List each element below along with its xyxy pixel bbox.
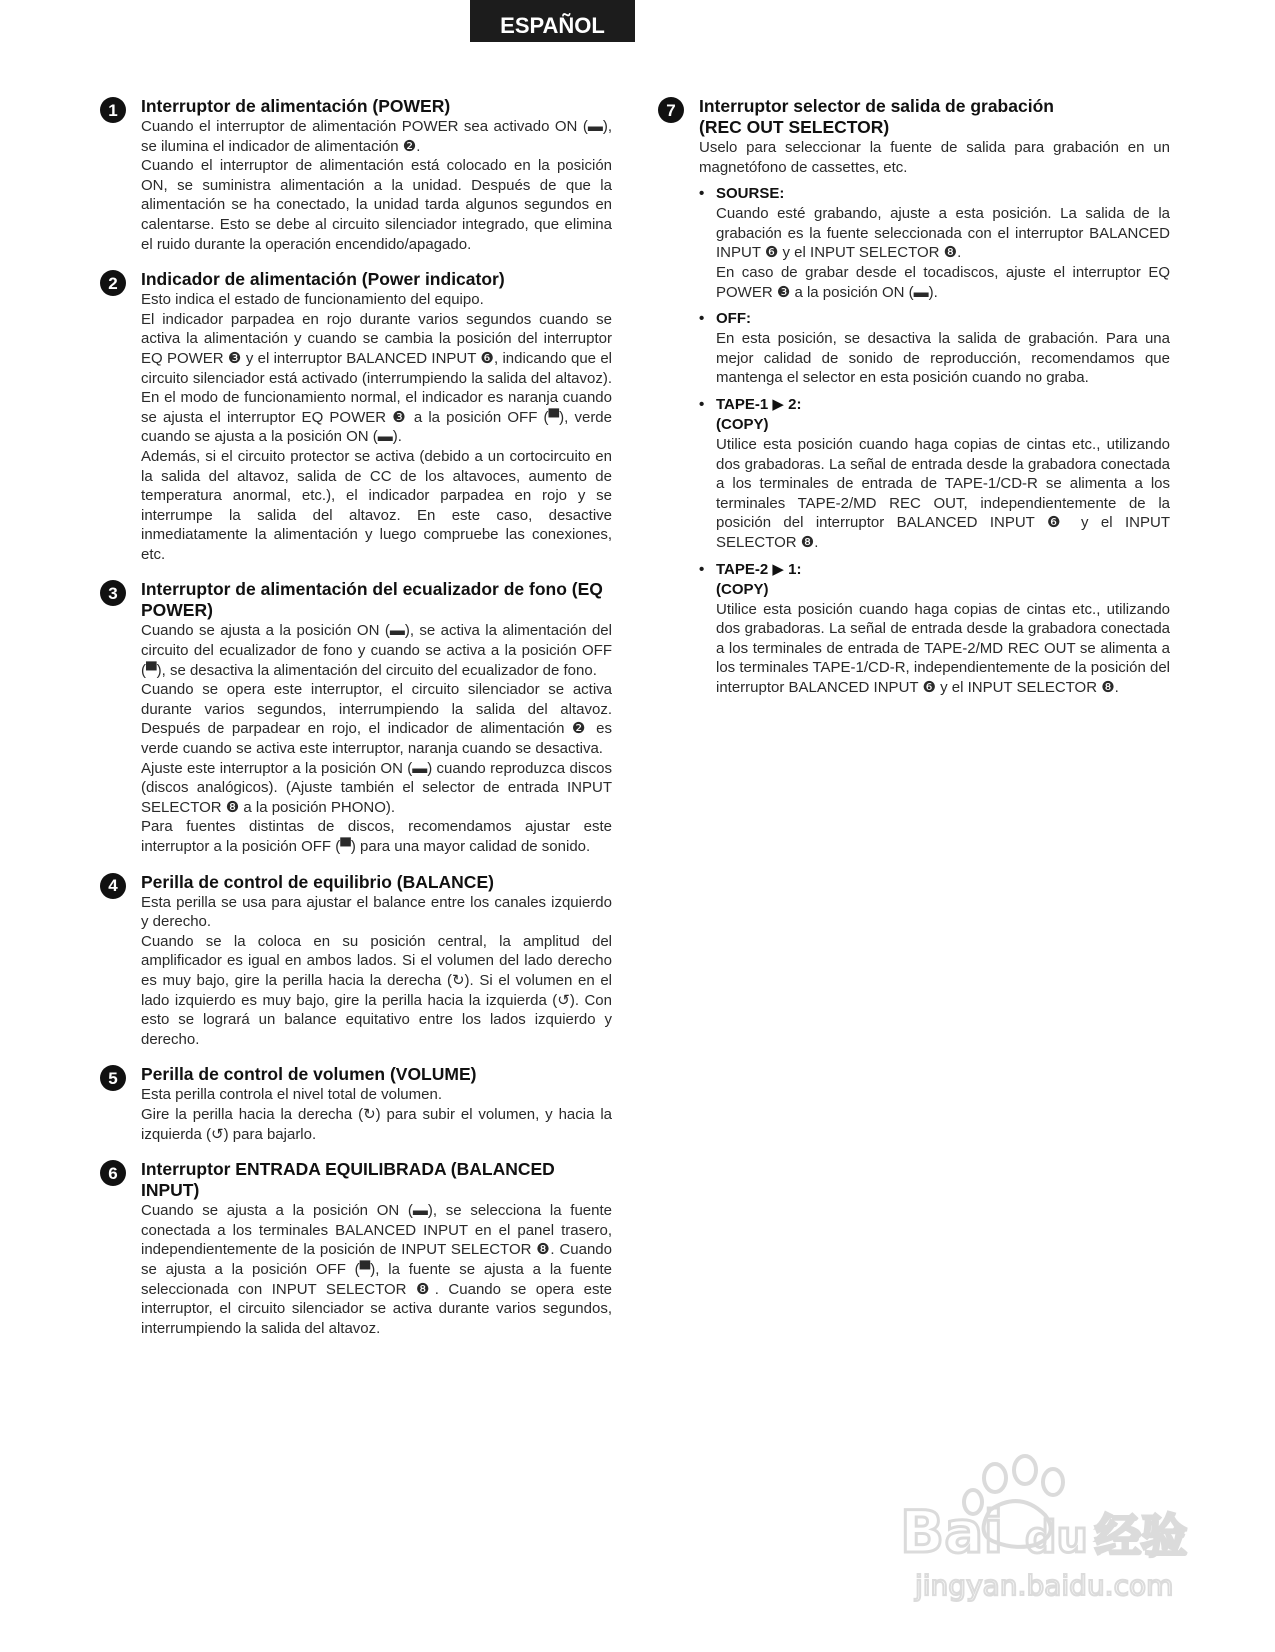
bullet-icon: •: [699, 395, 705, 413]
section-paragraph: Esto indica el estado de funcionamiento del equipo.: [141, 291, 484, 309]
section-title: Perilla de control de equilibrio (BALANCE): [141, 871, 494, 892]
section-rec-out-selector: [658, 96, 1170, 697]
baidu-watermark: [895, 1450, 1225, 1610]
bullet-icon: •: [699, 310, 705, 328]
svg-text:jingyan.baidu.com: jingyan.baidu.com: [915, 1569, 1174, 1602]
section-eq-power: [100, 579, 612, 856]
section-paragraph: Esta perilla controla el nivel total de volumen.: [141, 1086, 442, 1104]
sub-item-off: [699, 309, 1170, 388]
language-tab: [470, 0, 635, 42]
section-title: Perilla de control de volumen (VOLUME): [141, 1064, 477, 1085]
section-title: Indicador de alimentación (Power indicator): [141, 269, 505, 290]
section-paragraph: Gire la perilla hacia la derecha (↻) para subir el volumen, y hacia la izquierda (↺) para bajarlo.: [141, 1105, 612, 1143]
sub-item-label: OFF:: [716, 310, 751, 328]
section-paragraph: Para fuentes distintas de discos, recomendamos ajustar este interruptor a la posición OFF (▀) para una mayor calidad de sonido.: [141, 818, 612, 855]
section-power: [100, 96, 612, 254]
sub-item-label-copy: (COPY): [716, 580, 769, 598]
bullet-icon: •: [699, 185, 705, 203]
section-number: 7: [658, 97, 684, 123]
section-paragraph: El indicador parpadea en rojo durante varios segundos cuando se activa la alimentación y cuando se cambia la posición del interruptor EQ POWER ❸ y el interruptor BALANCED INPUT ❻, indicando que el circuito silenciador está activado (interrumpiendo la salida del altavoz). En el modo de funcionamiento normal, el indicador es naranja cuando se ajusta el interruptor EQ POWER ❸ a la posición OFF (▀), verde cuando se ajusta a la posición ON (▬).: [141, 310, 612, 446]
baidu-paw-logo-icon: [895, 1450, 1225, 1610]
sub-item-paragraph: Utilice esta posición cuando haga copias de cintas etc., utilizando dos grabadoras. La señal de entrada desde la grabadora conectada a los terminales de entrada de TAPE-2/MD REC OUT se alimenta a los terminales TAPE-1/CD-R, independientemente de la posición del interruptor BALANCED INPUT ❻ y el INPUT SELECTOR ❽.: [716, 600, 1170, 696]
section-paragraph: Cuando el interruptor de alimentación está colocado en la posición ON, se suministra alimentación a la unidad. Después de que la alimentación se ha conectado, la unidad tarda algunos segundos en calentarse. Esto se debe al circuito silenciador integrado, que elimina el ruido durante la operación encendido/apagado.: [141, 157, 612, 253]
svg-text:经验: 经验: [1095, 1509, 1187, 1563]
section-number: 2: [100, 270, 126, 296]
sub-item-label: TAPE-1 ▶ 2:: [716, 395, 802, 413]
section-paragraph: Cuando se la coloca en su posición central, la amplitud del amplificador es igual en ambos lados. Si el volumen del lado derecho es muy bajo, gire la perilla hacia la derecha (↻). Si el volumen en el lado izquierdo es muy bajo, gire la perilla hacia la izquierda (↺). Con esto se logrará un balance equitativo entre los lados izquierdo y derecho.: [141, 932, 612, 1048]
section-paragraph: Cuando el interruptor de alimentación POWER sea activado ON (▬), se ilumina el indicador de alimentación ❷.: [141, 118, 612, 155]
section-title-line2: (REC OUT SELECTOR): [699, 117, 890, 137]
section-title: Interruptor ENTRADA EQUILIBRADA (BALANCED INPUT): [141, 1159, 555, 1201]
section-intro: Uselo para seleccionar la fuente de salida para grabación en un magnetófono de cassettes, etc.: [699, 139, 1170, 176]
section-paragraph: Cuando se ajusta a la posición ON (▬), se activa la alimentación del circuito del ecualizador de fono y cuando se activa a la posición OFF (▀), se desactiva la alimentación del circuito del ecualizador de fono.: [141, 622, 612, 679]
sub-item-tape2-to-1: [699, 560, 1170, 698]
sub-item-label: TAPE-2 ▶ 1:: [716, 560, 802, 578]
sub-item-sourse: [699, 184, 1170, 302]
section-paragraph: Cuando se opera este interruptor, el circuito silenciador se activa durante varios segundos, interrumpiendo la salida del altavoz. Después de parpadear en rojo, el indicador de alimentación ❷ es verde cuando se activa este interruptor, naranja cuando se desactiva.: [141, 681, 612, 758]
section-paragraph: Ajuste este interruptor a la posición ON (▬) cuando reproduzca discos (discos analógicos). (Ajuste también el selector de entrada INPUT SELECTOR ❽ a la posición PHONO).: [141, 759, 612, 816]
bullet-icon: •: [699, 560, 705, 578]
svg-text:Bai: Bai: [900, 1498, 1004, 1566]
section-title: Interruptor de alimentación (POWER): [141, 96, 451, 116]
sub-item-paragraph: En esta posición, se desactiva la salida de grabación. Para una mejor calidad de sonido de reproducción, recomendamos que mantenga el selector en esta posición cuando no graba.: [716, 330, 1170, 387]
section-balanced-input: [100, 1159, 612, 1338]
section-title: Interruptor selector de salida de grabación: [699, 96, 1054, 116]
section-power-indicator: [100, 269, 612, 564]
section-balance: [100, 872, 612, 1050]
section-paragraph: Esta perilla se usa para ajustar el balance entre los canales izquierdo y derecho.: [141, 893, 612, 931]
section-number: 5: [100, 1065, 126, 1091]
section-title: Interruptor de alimentación del ecualizador de fono (EQ POWER): [141, 579, 603, 621]
sub-item-paragraph: Cuando esté grabando, ajuste a esta posición. La salida de la grabación es la fuente seleccionada con el interruptor BALANCED INPUT ❻ y el INPUT SELECTOR ❽.: [716, 205, 1170, 262]
section-number: 4: [100, 873, 126, 899]
left-column: [100, 96, 612, 1353]
sub-item-tape1-to-2: [699, 395, 1170, 553]
sub-item-label-copy: (COPY): [716, 415, 769, 433]
section-number: 6: [100, 1160, 126, 1186]
language-tab-label: ESPAÑOL: [500, 13, 605, 38]
section-paragraph: Cuando se ajusta a la posición ON (▬), se selecciona la fuente conectada a los terminales BALANCED INPUT en el panel trasero, independientemente de la posición de INPUT SELECTOR ❽. Cuando se ajusta a la posición OFF (▀), la fuente se ajusta a la fuente seleccionada con INPUT SELECTOR ❽. Cuando se opera este interruptor, el circuito silenciador se activa durante varios segundos, interrumpiendo la salida del altavoz.: [141, 1202, 612, 1337]
section-volume: [100, 1064, 612, 1144]
section-number: 3: [100, 580, 126, 606]
svg-text:du: du: [1025, 1512, 1088, 1563]
section-paragraph: Además, si el circuito protector se activa (debido a un cortocircuito en la salida del altavoz, salida de CC de los altavoces, aumento de temperatura anormal, etc.), el indicador parpadea en rojo y se interrumpe la salida del altavoz. En este caso, desactive inmediatamente la alimentación y luego compruebe las conexiones, etc.: [141, 447, 612, 563]
sub-item-label: SOURSE:: [716, 185, 785, 203]
sub-item-paragraph: Utilice esta posición cuando haga copias de cintas etc., utilizando dos grabadoras. La señal de entrada desde la grabadora conectada a los terminales de entrada de TAPE-1/CD-R se alimenta a los terminales TAPE-2/MD REC OUT, independientemente de la posición del interruptor BALANCED INPUT ❻ y el INPUT SELECTOR ❽.: [716, 435, 1170, 551]
right-column: [658, 96, 1170, 712]
section-number: 1: [100, 97, 126, 123]
sub-item-paragraph: En caso de grabar desde el tocadiscos, ajuste el interruptor EQ POWER ❸ a la posición ON (▬).: [716, 263, 1170, 301]
